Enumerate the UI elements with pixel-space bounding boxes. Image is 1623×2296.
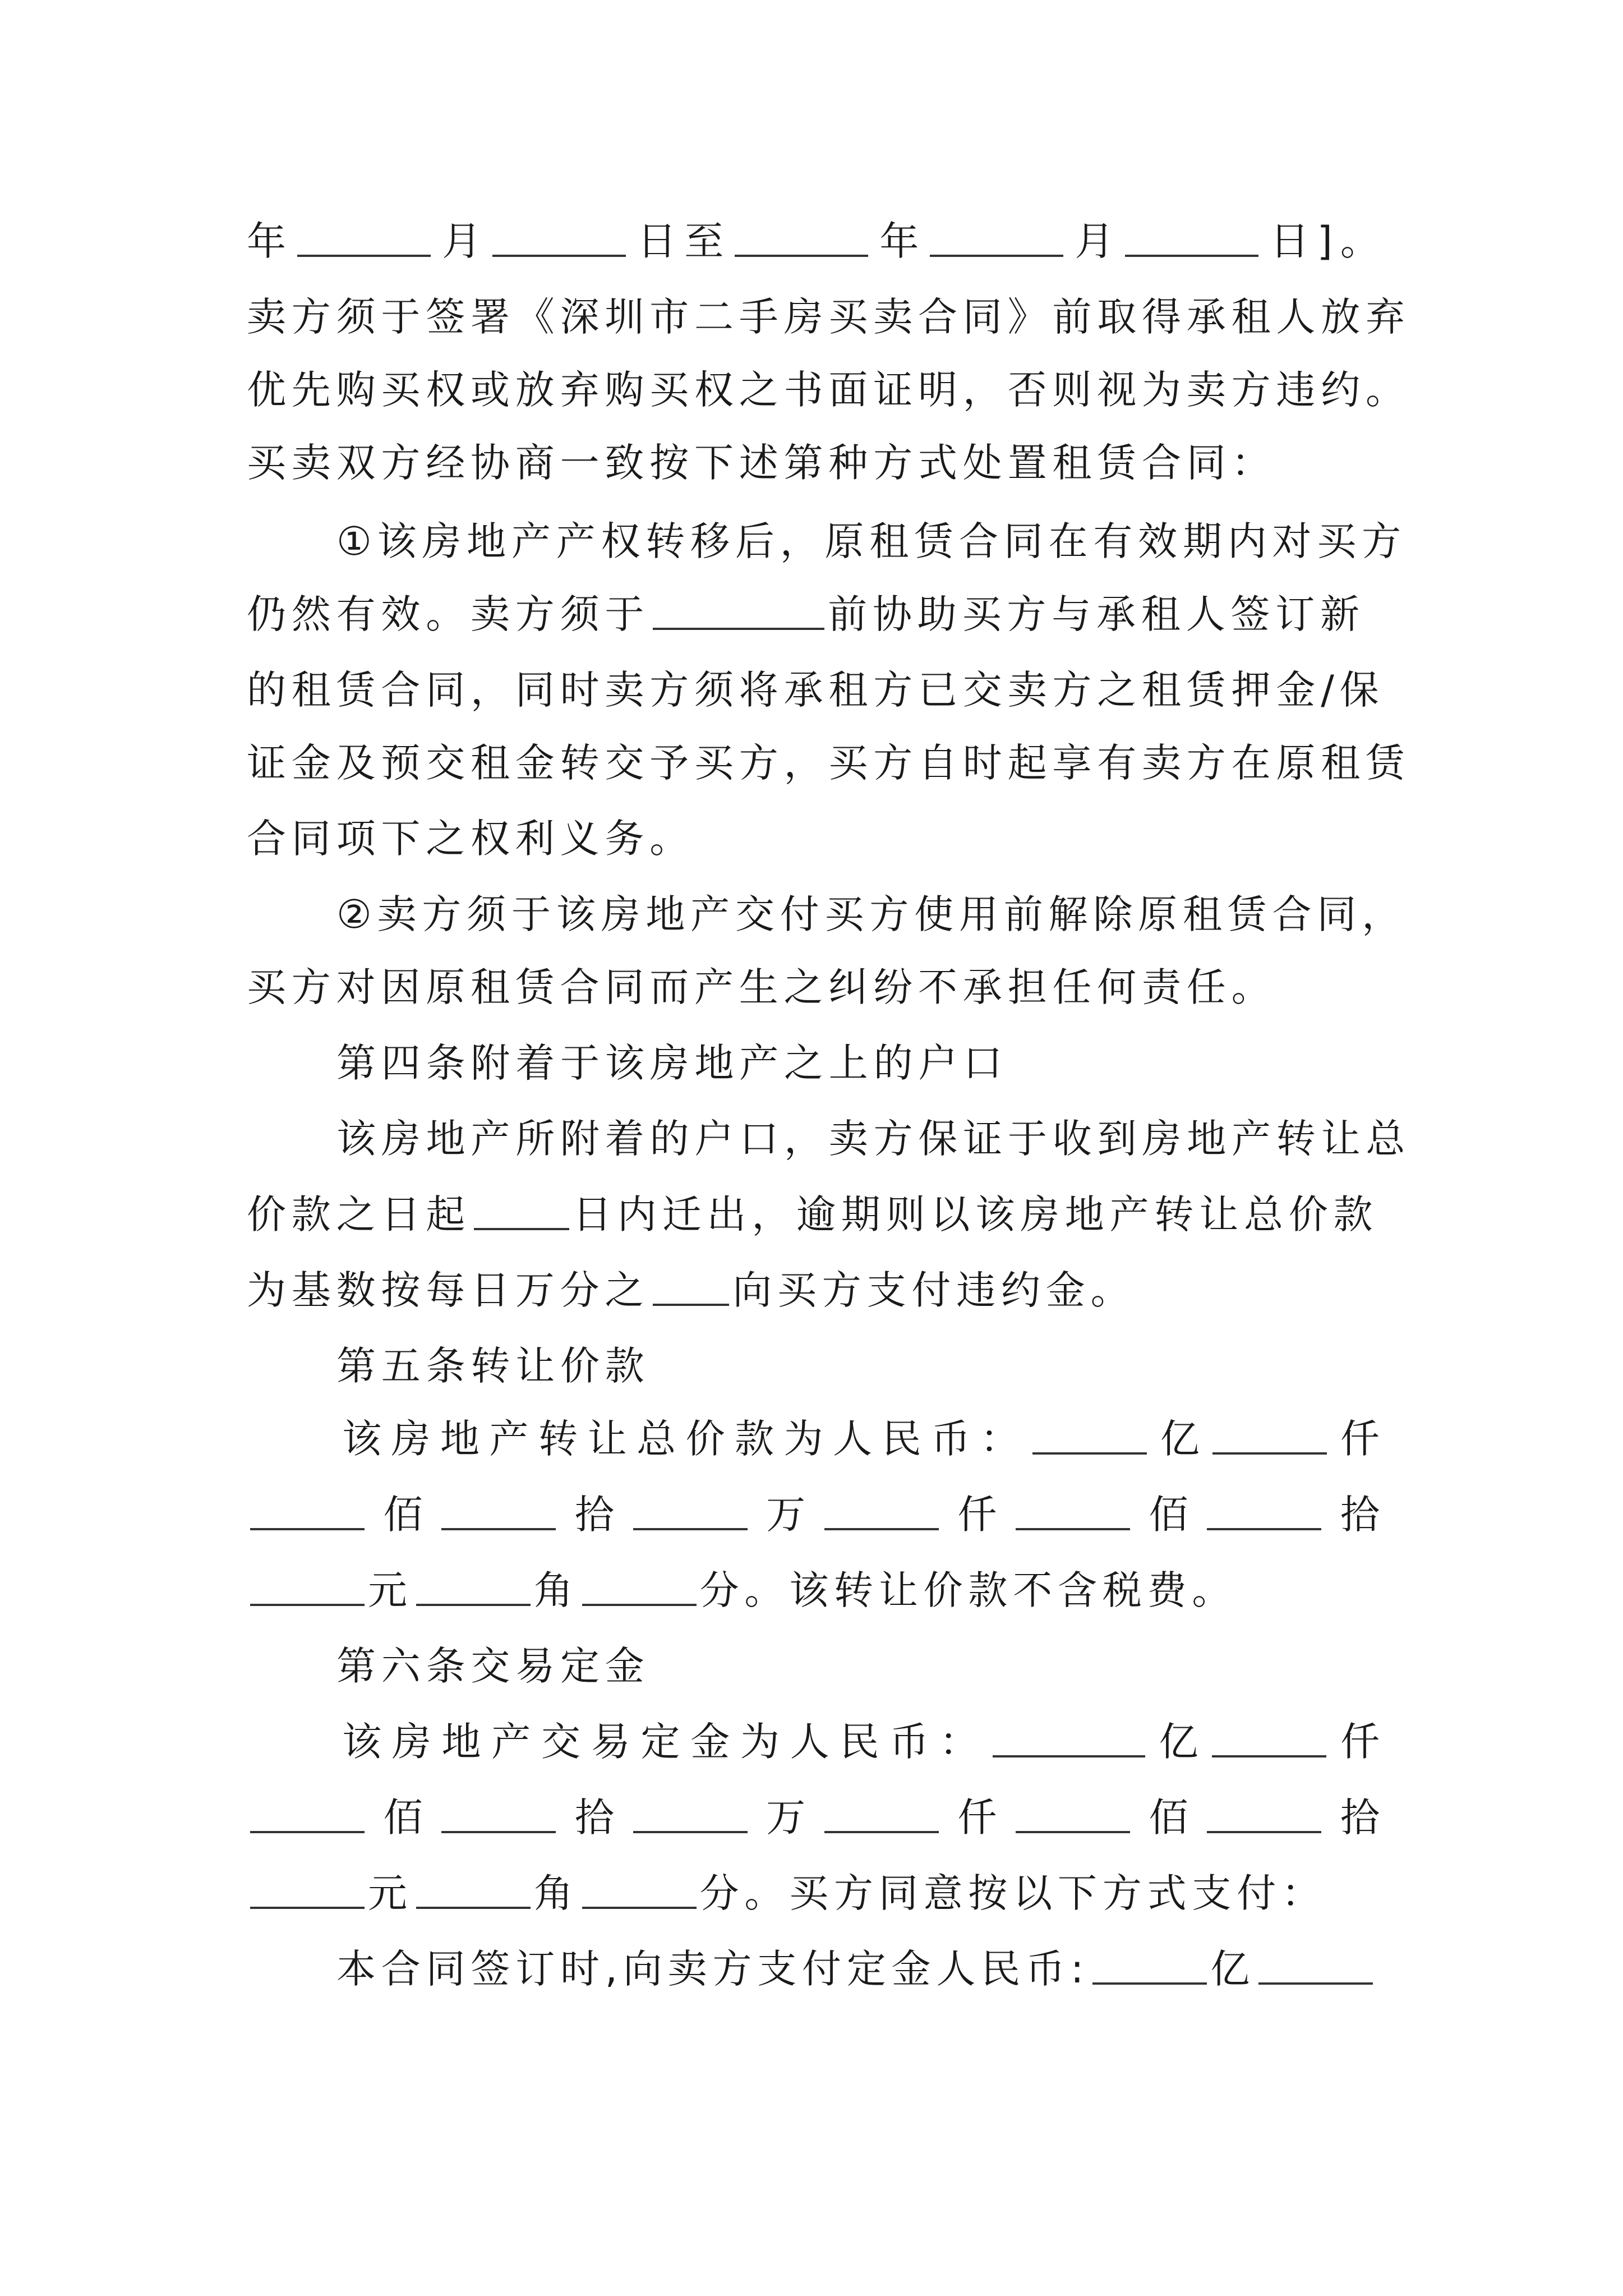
fill-in-blank (1207, 1528, 1321, 1530)
fill-in-blank (416, 1604, 531, 1606)
fill-in-blank (824, 1528, 939, 1530)
fill-in-blank (653, 628, 824, 630)
text-line: 年 月 日 至 年 月 日 ] 。 (247, 218, 1380, 264)
text-line: 本合同签订时,向卖方支付定金人民币: 亿 (336, 1938, 1380, 2000)
fill-in-blank (492, 255, 626, 257)
fill-in-blank (824, 1831, 939, 1833)
fill-in-blank (1207, 1831, 1321, 1833)
fill-in-blank (1212, 1452, 1327, 1455)
fill-in-blank (1016, 1831, 1130, 1833)
fill-in-blank (993, 1755, 1145, 1757)
text-line: ②卖方须于该房地产交付买方使用前解除原租赁合同， (336, 891, 1407, 937)
fill-in-blank (250, 1831, 365, 1833)
fill-in-blank (441, 1831, 556, 1833)
text-line: 买卖双方经协商一致按下述第种方式处置租赁合同： (247, 440, 1276, 486)
fill-in-blank (582, 1907, 697, 1909)
fill-in-blank (474, 1228, 569, 1230)
text-line: 价款之日起 日内迁出，逾期则以该房地产转让总价款 (247, 1191, 1378, 1237)
text-line: 元 角 分。该转让价款不含税费。 (247, 1559, 1380, 1621)
fill-in-blank (1258, 1982, 1373, 1985)
fill-in-blank (250, 1907, 365, 1909)
text-line: 卖方须于签署《深圳市二手房买卖合同》前取得承租人放弃 (247, 294, 1410, 340)
text-line: 该房地产所附着的户口，卖方保证于收到房地产转让总 (336, 1116, 1411, 1162)
fill-in-blank (1212, 1755, 1326, 1757)
fill-in-blank (633, 1831, 748, 1833)
fill-in-blank (1016, 1528, 1130, 1530)
fill-in-blank (416, 1907, 531, 1909)
fill-in-blank (1092, 1982, 1207, 1985)
text-line: 合同项下之权利义务。 (247, 816, 694, 862)
fill-in-blank (930, 255, 1063, 257)
fill-in-blank (441, 1528, 556, 1530)
section-heading: 第五条转让价款 (336, 1343, 650, 1389)
text-line: 优先购买权或放弃购买权之书面证明，否则视为卖方违约。 (247, 367, 1410, 413)
text-line: 的租赁合同，同时卖方须将承租方已交卖方之租赁押金/保 (247, 667, 1385, 713)
fill-in-blank (633, 1528, 748, 1530)
text-line: 元 角 分。买方同意按以下方式支付： (247, 1862, 1380, 1924)
text-line: 证金及预交租金转交予买方，买方自时起享有卖方在原租赁 (247, 740, 1410, 786)
fill-in-blank (250, 1604, 365, 1606)
text-line: 仍然有效。卖方须于 前协助买方与承租人签订新 (247, 591, 1365, 637)
section-heading: 第六条交易定金 (336, 1643, 650, 1689)
fill-in-blank (250, 1528, 365, 1530)
text-line: 佰 拾 万 仟 佰 拾 (247, 1787, 1380, 1848)
fill-in-blank (582, 1604, 697, 1606)
fill-in-blank (297, 255, 431, 257)
fill-in-blank (735, 255, 868, 257)
text-line: 该 房 地 产 交 易 定 金 为 人 民 币 ： 亿 仟 (342, 1719, 1380, 1765)
text-line: 为基数按每日万分之 向买方支付违约金。 (247, 1267, 1136, 1313)
text-line: 买方对因原租赁合同而产生之纠纷不承担任何责任。 (247, 964, 1276, 1010)
text-line: 佰 拾 万 仟 佰 拾 (247, 1484, 1380, 1545)
section-heading: 第四条附着于该房地产之上的户口 (336, 1040, 1008, 1086)
text-line: 该 房 地 产 转 让 总 价 款 为 人 民 币 ： 亿 仟 (342, 1416, 1380, 1462)
fill-in-blank (1125, 255, 1258, 257)
fill-in-blank (1032, 1452, 1147, 1455)
fill-in-blank (653, 1304, 729, 1306)
text-line: ①该房地产产权转移后，原租赁合同在有效期内对买方 (336, 518, 1407, 564)
